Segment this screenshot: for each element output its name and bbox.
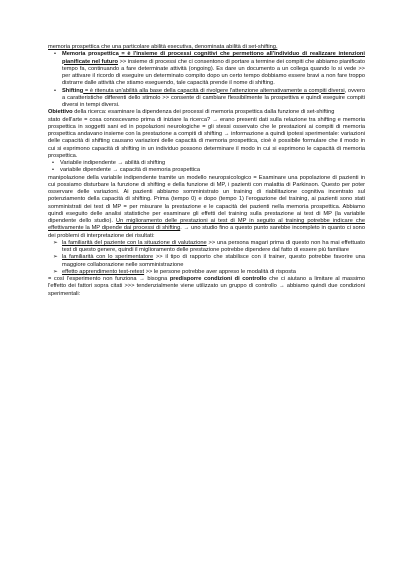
variables-list: [48, 160, 365, 175]
state-of-art-paragraph: stato dell'arte = cosa conoscevamo prima di iniziare la ricerca? → erano presenti dati sulla relazione tra shifting e memoria prospettica in soggetti sani ed in popolazioni neurologiche = gli stessi osservato che le prestazioni ai compiti di memoria prospettica andavano insieme con la prestazione a compiti di shifting → informazione a quindi ipotesi sperimentale: variazioni delle capacità di shifting causano variazioni delle capacità di memoria prospettica, cioè è possibile formulare che il modo in cui si esprimono capacità di shifting in un individuo possono determinare il modo in cui si esprimono le capacità di memoria prospettica.: [48, 116, 365, 159]
objective-text: della ricerca: esaminare la dipendenza dei processi di memoria prospettica dalla funzione di set-shifting: [72, 109, 335, 116]
method-paragraph: [48, 175, 365, 240]
variable-text: variabile dipendente → capacità di memoria prospettica: [60, 167, 201, 174]
variable-independent: [60, 160, 365, 167]
objective-paragraph: [48, 109, 365, 116]
definition-term: Shifting: [62, 87, 84, 94]
problem-text: >> le persone potrebbe aver appreso le modalità di risposta: [144, 268, 296, 275]
intro-text: memoria prospettica che una particolare abilità esecutiva, denominata abilità di set-shifting.: [48, 44, 278, 50]
problem-title: la familiarità del paziente con la situazione di valutazione: [62, 239, 207, 246]
variable-text: Variabile indipendente → abilità di shifting: [60, 160, 166, 166]
closing-bold: predisporre condizioni di controllo: [169, 276, 267, 282]
definition-body: , ovvero a caratteristiche differenti dello stimolo >> consente di cambiare flessibilmente la prospettiva e quindi eseguire compiti diversi in tempi diversi.: [62, 87, 365, 108]
definition-memoria-prospettica: [62, 51, 365, 87]
method-underlined: Un miglioramento delle prestazioni ai test di MP in seguito al training potrebbe indicare che effettivamente la MP dipende dai processi di shifting: [48, 218, 365, 232]
definition-term-rest: = è ritenuta un'abilità alla base della capacità di rivolgere l'attenzione alternativamente a compiti diversi: [83, 87, 345, 94]
problem-title: effetto apprendimento test-retest: [62, 268, 145, 275]
problems-list: [48, 240, 365, 276]
intro-line: [48, 44, 365, 51]
definitions-list: [48, 51, 365, 109]
problem-item: [62, 254, 365, 269]
problem-title: la familiarità con lo sperimentatore: [62, 254, 154, 261]
objective-label: Obiettivo: [48, 109, 73, 116]
definition-term: Memoria prospettica: [62, 51, 119, 58]
variable-dependent: [60, 167, 365, 174]
definition-term-rest: = è l'insieme di processi cognitivi che permettono all'individuo di realizzare intenzioni pianificate nel futuro: [62, 51, 365, 65]
method-text: manipolazione della variabile indipendente tramite un modello neuropsicologico = Esaminare una popolazione di pazienti in cui possiamo disturbare la funzione di shifting e della funzione di MP, i pazienti con malattia di Parkinson. Questo per poter osservare delle variazioni. Ai pazienti abbiamo somministrato un training di riabilitazione cognitiva incentrato sul potenziamento della capacità di shifting. Prima (tempo 0) e dopo (tempo 1) l'erogazione del training, ai pazienti sono stati somministrati dei test di MP = per misurare la prestazione e le capacità dei pazienti nella memoria prospettica. Abbiamo quindi eseguito delle analisi statistiche per esaminare gli effetti del training sulla prestazione ai test di MP (la variabile dipendente dello studio).: [48, 174, 365, 224]
closing-paragraph: [48, 276, 365, 298]
definition-shifting: [62, 88, 365, 110]
problem-text: >> una persona magari prima di questo non ha mai effettuato test di questo genere, quindi il miglioramento delle prestazione potrebbe dipendere dal fatto di essere più familiare: [62, 239, 366, 253]
closing-text: = così l'esperimento non funziona → bisogna: [48, 276, 170, 282]
problem-item: [62, 240, 365, 255]
problem-item: [62, 269, 365, 276]
definition-body: >> insieme di processi che ci consentono di portare a termine dei compiti che abbiamo pianificato tempo fa, continuando a fare determinate attività (ongoing). Es dare un documento a un collega quando lo si vede >> per attivare il ricordo di eseguire un determinato compito dopo un certo tempo dobbiamo essere bravi a non fare troppo distrarre dalle attività che stiamo eseguendo, tale capacità prende il nome di shifting.: [62, 58, 365, 87]
method-text-continued: . → uno studio fino a questo punto sarebbe incompleto in quanto ci sono dei problemi di interpretazione dei risultati:: [48, 225, 365, 239]
problem-text: >> il tipo di rapporto che stabilisce con il trainer, questo potrebbe favorire una maggiore collaborazione nelle somministrazione: [62, 254, 365, 268]
closing-text-continued: che ci aiutano a limitare al massimo l'effetto dei fattori sopra citati >>> tendenzialmente viene utilizzato un gruppo di controllo → abbiamo quindi due condizioni sperimentali:: [48, 276, 365, 297]
